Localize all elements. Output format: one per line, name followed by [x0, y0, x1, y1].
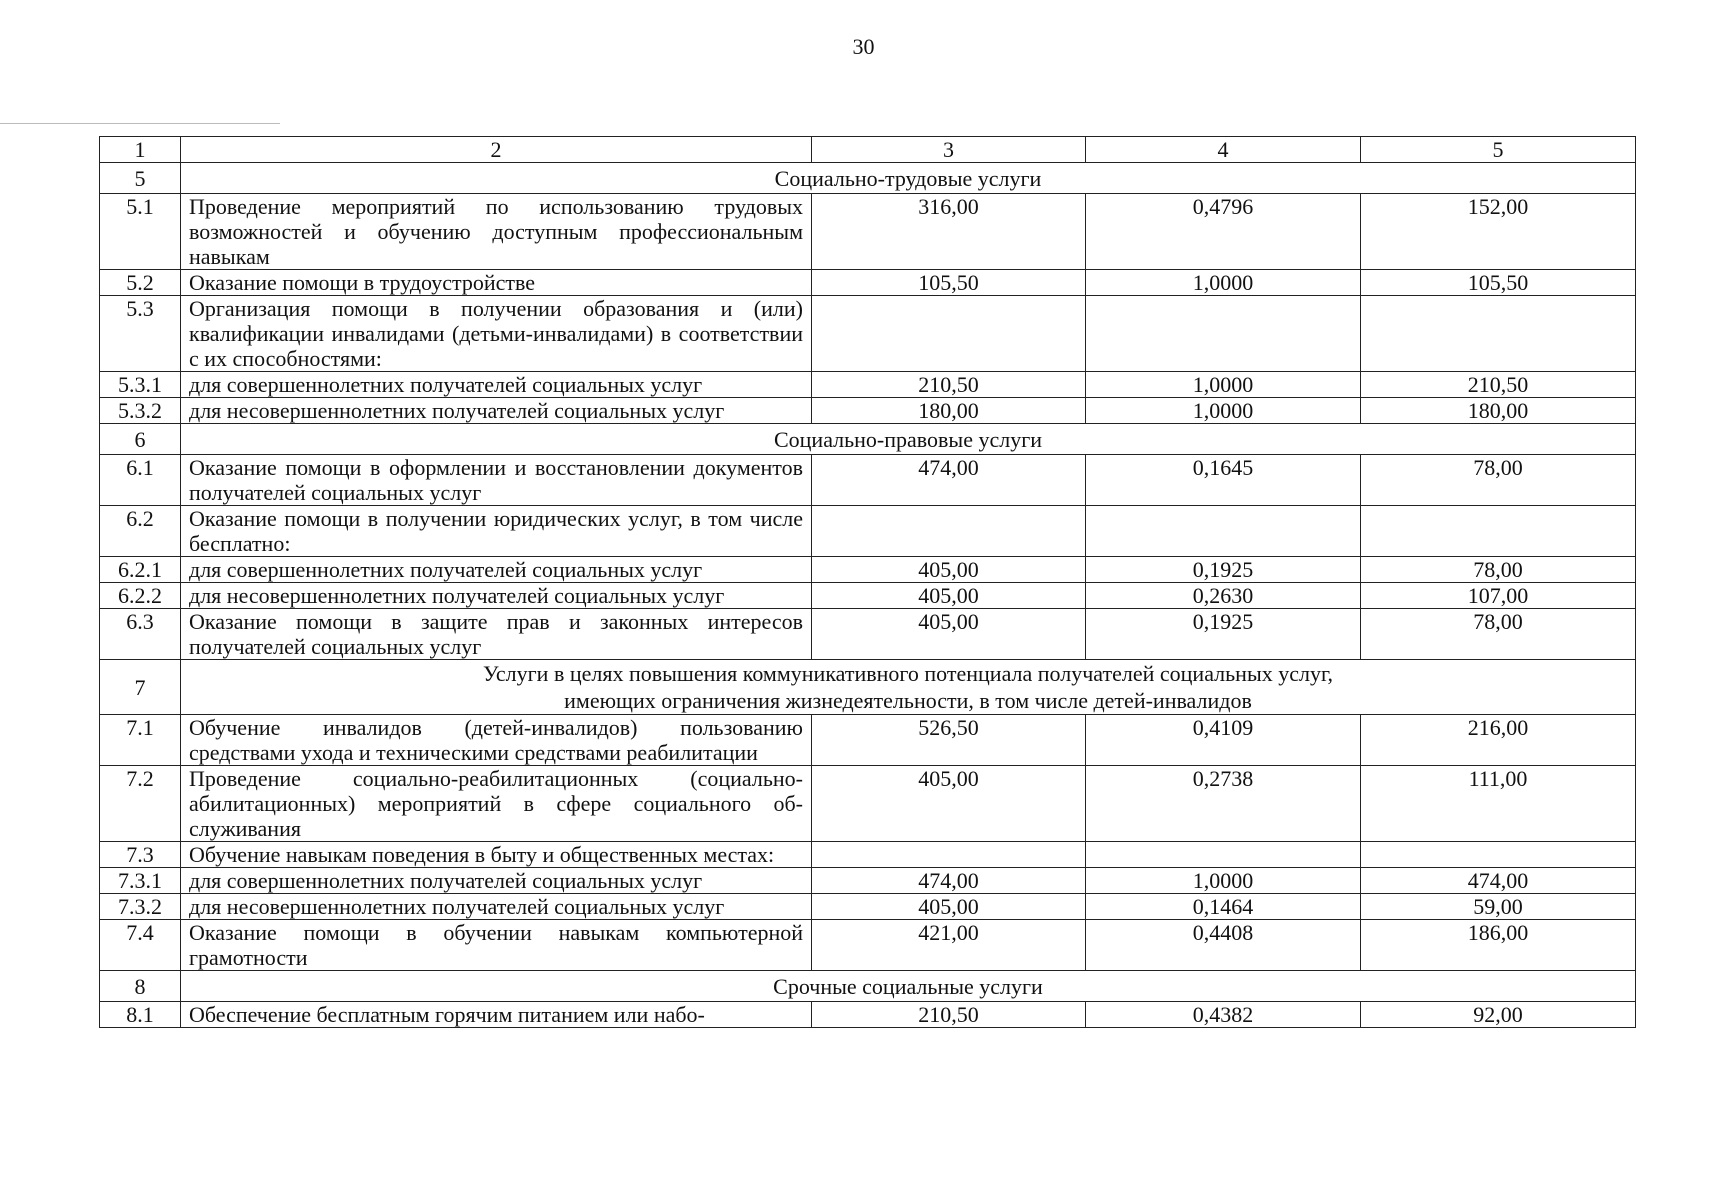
coefficient-value: 0,1464 — [1086, 894, 1361, 920]
table-row — [100, 1002, 1636, 1028]
section-title-line: Услуги в целях повышения коммуникативного потенциала получателей социальных услуг, — [482, 661, 1334, 686]
service-name: для совершеннолетних получателей социальных услуг — [181, 372, 812, 398]
price-value: 107,00 — [1361, 583, 1636, 609]
tariff-value — [812, 506, 1086, 557]
column-number: 5 — [1361, 137, 1636, 163]
tariff-value — [812, 842, 1086, 868]
table-row — [100, 842, 1636, 868]
price-value: 216,00 — [1361, 715, 1636, 766]
service-name: для совершеннолетних получателей социальных услуг — [181, 557, 812, 583]
price-value: 78,00 — [1361, 609, 1636, 660]
tariff-value: 316,00 — [812, 194, 1086, 270]
coefficient-value: 0,2738 — [1086, 766, 1361, 842]
item-number: 6.3 — [100, 609, 181, 660]
table-row — [100, 398, 1636, 424]
table-row — [100, 506, 1636, 557]
price-value: 152,00 — [1361, 194, 1636, 270]
price-value — [1361, 296, 1636, 372]
service-name: Проведение мероприятий по использованию трудовых возможностей и обучению доступным профессиональным навыкам — [181, 194, 812, 270]
table-row — [100, 296, 1636, 372]
coefficient-value: 1,0000 — [1086, 868, 1361, 894]
item-number: 7.4 — [100, 920, 181, 971]
item-number: 6.2.1 — [100, 557, 181, 583]
service-name: Проведение социально-реабилитационных (социально-абилитационных) мероприятий в сфере социального обслуживания — [181, 766, 812, 842]
section-number: 5 — [100, 163, 181, 194]
column-number: 2 — [181, 137, 812, 163]
tariff-value: 405,00 — [812, 583, 1086, 609]
item-number: 5.3.1 — [100, 372, 181, 398]
service-name: для несовершеннолетних получателей социальных услуг — [181, 583, 812, 609]
tariff-value — [812, 296, 1086, 372]
tariff-value: 405,00 — [812, 609, 1086, 660]
section-title — [181, 424, 1636, 455]
price-value: 474,00 — [1361, 868, 1636, 894]
item-number: 7.1 — [100, 715, 181, 766]
service-name: Обучение инвалидов (детей-инвалидов) пользованию средствами ухода и техническими средствами реабилитации — [181, 715, 812, 766]
coefficient-value: 0,2630 — [1086, 583, 1361, 609]
column-number-row — [100, 137, 1636, 163]
price-value: 78,00 — [1361, 557, 1636, 583]
coefficient-value: 0,4796 — [1086, 194, 1361, 270]
price-value: 78,00 — [1361, 455, 1636, 506]
section-title-line: Социально-трудовые услуги — [774, 165, 1042, 191]
table-row — [100, 609, 1636, 660]
service-name: Обеспечение бесплатным горячим питанием или набо- — [181, 1002, 812, 1028]
item-number: 7.2 — [100, 766, 181, 842]
page-number: 30 — [852, 34, 875, 59]
section-title-line: Срочные социальные услуги — [773, 973, 1043, 999]
service-name: для несовершеннолетних получателей социальных услуг — [181, 398, 812, 424]
service-name: Организация помощи в получении образования и (или) квалификации инвалидами (детьми-инвалидами) в соответствии с их способностями: — [181, 296, 812, 372]
service-name: Оказание помощи в обучении навыкам компьютерной грамотности — [181, 920, 812, 971]
coefficient-value: 0,1925 — [1086, 609, 1361, 660]
service-name: Обучение навыкам поведения в быту и общественных местах: — [181, 842, 812, 868]
service-name: для совершеннолетних получателей социальных услуг — [181, 868, 812, 894]
tariff-value: 474,00 — [812, 868, 1086, 894]
item-number: 5.1 — [100, 194, 181, 270]
price-value: 92,00 — [1361, 1002, 1636, 1028]
price-value: 186,00 — [1361, 920, 1636, 971]
tariff-value: 405,00 — [812, 557, 1086, 583]
table-row — [100, 557, 1636, 583]
price-value — [1361, 842, 1636, 868]
section-number: 8 — [100, 971, 181, 1002]
section-title — [181, 971, 1636, 1002]
coefficient-value — [1086, 296, 1361, 372]
coefficient-value — [1086, 842, 1361, 868]
section-row — [100, 163, 1636, 194]
section-row — [100, 971, 1636, 1002]
item-number: 6.1 — [100, 455, 181, 506]
section-title — [181, 660, 1636, 715]
item-number: 6.2.2 — [100, 583, 181, 609]
item-number: 6.2 — [100, 506, 181, 557]
coefficient-value: 1,0000 — [1086, 398, 1361, 424]
coefficient-value: 1,0000 — [1086, 372, 1361, 398]
item-number: 7.3 — [100, 842, 181, 868]
price-value — [1361, 506, 1636, 557]
table-row — [100, 194, 1636, 270]
table-row — [100, 894, 1636, 920]
item-number: 7.3.2 — [100, 894, 181, 920]
table-row — [100, 372, 1636, 398]
table-row — [100, 270, 1636, 296]
coefficient-value: 0,4382 — [1086, 1002, 1361, 1028]
section-row — [100, 660, 1636, 715]
section-row — [100, 424, 1636, 455]
services-tariff-table — [99, 136, 1636, 1028]
tariff-value: 210,50 — [812, 372, 1086, 398]
tariff-value: 210,50 — [812, 1002, 1086, 1028]
price-value: 111,00 — [1361, 766, 1636, 842]
table-row — [100, 920, 1636, 971]
price-value: 105,50 — [1361, 270, 1636, 296]
item-number: 8.1 — [100, 1002, 181, 1028]
tariff-value: 421,00 — [812, 920, 1086, 971]
coefficient-value: 1,0000 — [1086, 270, 1361, 296]
coefficient-value: 0,1925 — [1086, 557, 1361, 583]
service-name: Оказание помощи в получении юридических услуг, в том числе бесплатно: — [181, 506, 812, 557]
column-number: 4 — [1086, 137, 1361, 163]
service-name: Оказание помощи в защите прав и законных интересов получателей социальных услуг — [181, 609, 812, 660]
section-title-line: Социально-правовые услуги — [773, 426, 1043, 452]
tariff-value: 405,00 — [812, 766, 1086, 842]
tariff-value: 405,00 — [812, 894, 1086, 920]
table-row — [100, 766, 1636, 842]
tariff-value: 474,00 — [812, 455, 1086, 506]
price-value: 210,50 — [1361, 372, 1636, 398]
table-row — [100, 583, 1636, 609]
price-value: 180,00 — [1361, 398, 1636, 424]
item-number: 5.2 — [100, 270, 181, 296]
coefficient-value: 0,1645 — [1086, 455, 1361, 506]
table-row — [100, 455, 1636, 506]
price-value: 59,00 — [1361, 894, 1636, 920]
column-number: 3 — [812, 137, 1086, 163]
item-number: 5.3.2 — [100, 398, 181, 424]
tariff-value: 180,00 — [812, 398, 1086, 424]
column-number: 1 — [100, 137, 181, 163]
service-name: Оказание помощи в оформлении и восстановлении документов получателей социальных услуг — [181, 455, 812, 506]
scan-artifact-line — [0, 123, 280, 124]
item-number: 7.3.1 — [100, 868, 181, 894]
tariff-value: 105,50 — [812, 270, 1086, 296]
section-title-line: имеющих ограничения жизнедеятельности, в том числе детей-инвалидов — [564, 688, 1252, 713]
coefficient-value: 0,4109 — [1086, 715, 1361, 766]
tariff-value: 526,50 — [812, 715, 1086, 766]
table-row — [100, 715, 1636, 766]
service-name: Оказание помощи в трудоустройстве — [181, 270, 812, 296]
section-title — [181, 163, 1636, 194]
item-number: 5.3 — [100, 296, 181, 372]
section-number: 6 — [100, 424, 181, 455]
section-number: 7 — [100, 660, 181, 715]
table-row — [100, 868, 1636, 894]
coefficient-value — [1086, 506, 1361, 557]
service-name: для несовершеннолетних получателей социальных услуг — [181, 894, 812, 920]
coefficient-value: 0,4408 — [1086, 920, 1361, 971]
